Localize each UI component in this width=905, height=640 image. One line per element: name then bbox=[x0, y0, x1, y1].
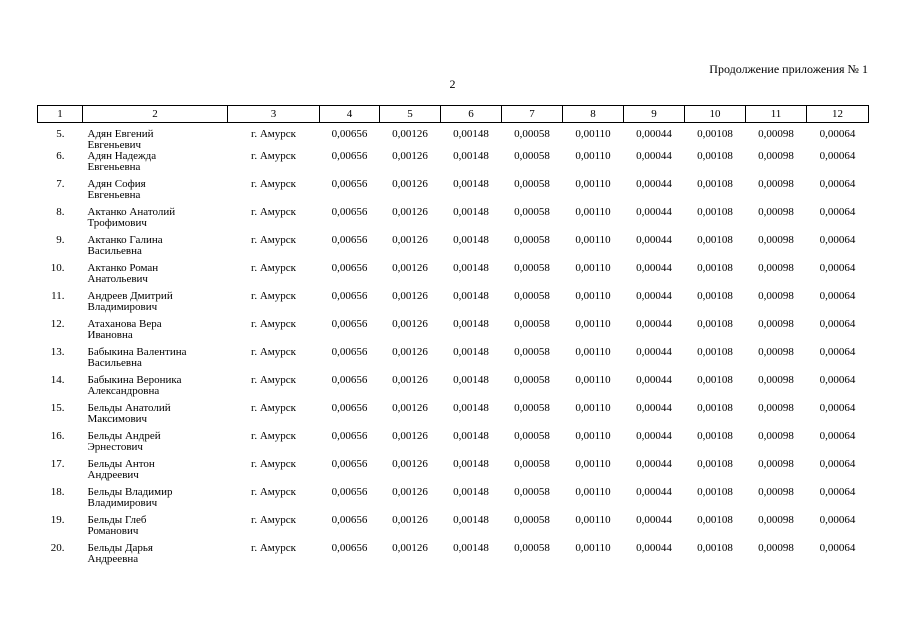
value-cell: 0,00148 bbox=[453, 486, 489, 498]
value-cell: 0,00058 bbox=[514, 290, 550, 302]
value-cell: 0,00044 bbox=[636, 128, 672, 140]
value-cell: 0,00110 bbox=[575, 234, 611, 246]
value-cell: 0,00098 bbox=[758, 374, 794, 386]
value-cell: 0,00656 bbox=[331, 318, 368, 330]
value-cell: 0,00148 bbox=[453, 458, 489, 470]
person-name-line: Бельды Глеб bbox=[87, 514, 147, 526]
value-cell: 0,00126 bbox=[392, 262, 428, 274]
value-cell: 0,00148 bbox=[453, 402, 489, 414]
table-row bbox=[38, 459, 869, 487]
person-name-cell bbox=[83, 347, 228, 375]
city-cell: г. Амурск bbox=[251, 262, 296, 274]
value-cell: 0,00108 bbox=[697, 486, 733, 498]
value-cell: 0,00044 bbox=[636, 150, 672, 162]
value-cell: 0,00108 bbox=[697, 346, 733, 358]
value-cell: 0,00098 bbox=[758, 318, 794, 330]
column-header: 2 bbox=[83, 106, 228, 123]
value-cell: 0,00656 bbox=[331, 430, 368, 442]
person-name-line: Андреев Дмитрий bbox=[87, 290, 173, 302]
column-header: 5 bbox=[380, 106, 441, 123]
value-cell: 0,00044 bbox=[636, 458, 672, 470]
value-cell: 0,00110 bbox=[575, 458, 611, 470]
person-name-cell bbox=[83, 235, 228, 263]
city-cell: г. Амурск bbox=[251, 514, 296, 526]
city-cell: г. Амурск bbox=[251, 374, 296, 386]
person-patronymic-line: Андреевна bbox=[87, 553, 139, 565]
city-cell: г. Амурск bbox=[251, 150, 296, 162]
person-name-line: Бельды Дарья bbox=[87, 542, 153, 554]
value-cell: 0,00126 bbox=[392, 234, 428, 246]
value-cell: 0,00148 bbox=[453, 346, 489, 358]
value-cell: 0,00110 bbox=[575, 374, 611, 386]
table-row bbox=[38, 375, 869, 403]
value-cell: 0,00126 bbox=[392, 514, 428, 526]
value-cell: 0,00108 bbox=[697, 206, 733, 218]
value-cell: 0,00148 bbox=[453, 178, 489, 190]
column-number-row bbox=[38, 106, 869, 123]
person-name-line: Атаханова Вера bbox=[87, 318, 162, 330]
row-number: 8. bbox=[56, 206, 65, 218]
value-cell: 0,00108 bbox=[697, 458, 733, 470]
value-cell: 0,00656 bbox=[331, 486, 368, 498]
person-name-cell bbox=[83, 403, 228, 431]
person-name-line: Бабыкина Вероника bbox=[87, 374, 182, 386]
row-number: 20. bbox=[50, 542, 65, 554]
value-cell: 0,00098 bbox=[758, 234, 794, 246]
value-cell: 0,00064 bbox=[819, 402, 856, 414]
city-cell: г. Амурск bbox=[251, 346, 296, 358]
value-cell: 0,00058 bbox=[514, 178, 550, 190]
value-cell: 0,00044 bbox=[636, 486, 672, 498]
column-header: 10 bbox=[685, 106, 746, 123]
person-patronymic-line: Александровна bbox=[87, 385, 160, 397]
page-number: 2 bbox=[449, 77, 456, 91]
column-header: 1 bbox=[38, 106, 83, 123]
value-cell: 0,00126 bbox=[392, 542, 428, 554]
value-cell: 0,00656 bbox=[331, 402, 368, 414]
value-cell: 0,00108 bbox=[697, 290, 733, 302]
value-cell: 0,00108 bbox=[697, 318, 733, 330]
table-row bbox=[38, 207, 869, 235]
value-cell: 0,00148 bbox=[453, 206, 489, 218]
person-name-cell bbox=[83, 123, 228, 152]
value-cell: 0,00064 bbox=[819, 262, 856, 274]
value-cell: 0,00126 bbox=[392, 402, 428, 414]
value-cell: 0,00058 bbox=[514, 486, 550, 498]
value-cell: 0,00656 bbox=[331, 206, 368, 218]
value-cell: 0,00126 bbox=[392, 374, 428, 386]
row-number: 6. bbox=[56, 150, 65, 162]
table-row bbox=[38, 543, 869, 571]
value-cell: 0,00058 bbox=[514, 346, 550, 358]
person-name-line: Адян София bbox=[87, 178, 146, 190]
value-cell: 0,00126 bbox=[392, 458, 428, 470]
value-cell: 0,00058 bbox=[514, 150, 550, 162]
appendix-note: Продолжение приложения № 1 bbox=[709, 62, 868, 76]
value-cell: 0,00058 bbox=[514, 430, 550, 442]
value-cell: 0,00656 bbox=[331, 542, 368, 554]
value-cell: 0,00044 bbox=[636, 178, 672, 190]
row-number: 10. bbox=[50, 262, 65, 274]
value-cell: 0,00098 bbox=[758, 514, 794, 526]
city-cell: г. Амурск bbox=[251, 206, 296, 218]
value-cell: 0,00656 bbox=[331, 262, 368, 274]
value-cell: 0,00108 bbox=[697, 178, 733, 190]
value-cell: 0,00064 bbox=[819, 128, 856, 140]
value-cell: 0,00044 bbox=[636, 346, 672, 358]
row-number: 15. bbox=[50, 402, 65, 414]
value-cell: 0,00044 bbox=[636, 374, 672, 386]
value-cell: 0,00064 bbox=[819, 374, 856, 386]
value-cell: 0,00656 bbox=[331, 290, 368, 302]
person-name-line: Адян Надежда bbox=[87, 150, 157, 162]
value-cell: 0,00108 bbox=[697, 542, 733, 554]
table-header bbox=[38, 106, 869, 123]
value-cell: 0,00044 bbox=[636, 430, 672, 442]
person-patronymic-line: Трофимович bbox=[87, 217, 147, 229]
person-name-cell bbox=[83, 319, 228, 347]
person-patronymic-line: Андреевич bbox=[87, 469, 139, 481]
value-cell: 0,00148 bbox=[453, 290, 489, 302]
value-cell: 0,00110 bbox=[575, 514, 611, 526]
person-name-cell bbox=[83, 515, 228, 543]
value-cell: 0,00148 bbox=[453, 514, 489, 526]
value-cell: 0,00064 bbox=[819, 458, 856, 470]
value-cell: 0,00656 bbox=[331, 178, 368, 190]
table-row bbox=[38, 403, 869, 431]
value-cell: 0,00058 bbox=[514, 318, 550, 330]
person-name-cell bbox=[83, 207, 228, 235]
data-table bbox=[37, 105, 869, 571]
value-cell: 0,00098 bbox=[758, 262, 794, 274]
value-cell: 0,00126 bbox=[392, 206, 428, 218]
person-name-line: Бельды Владимир bbox=[87, 486, 173, 498]
value-cell: 0,00108 bbox=[697, 374, 733, 386]
value-cell: 0,00098 bbox=[758, 402, 794, 414]
value-cell: 0,00110 bbox=[575, 150, 611, 162]
value-cell: 0,00148 bbox=[453, 542, 489, 554]
value-cell: 0,00058 bbox=[514, 514, 550, 526]
value-cell: 0,00110 bbox=[575, 318, 611, 330]
value-cell: 0,00098 bbox=[758, 128, 794, 140]
person-patronymic-line: Анатольевич bbox=[87, 273, 148, 285]
value-cell: 0,00058 bbox=[514, 234, 550, 246]
person-patronymic-line: Владимирович bbox=[87, 497, 158, 509]
value-cell: 0,00058 bbox=[514, 402, 550, 414]
column-header: 9 bbox=[624, 106, 685, 123]
value-cell: 0,00064 bbox=[819, 346, 856, 358]
row-number: 5. bbox=[56, 128, 65, 140]
value-cell: 0,00148 bbox=[453, 430, 489, 442]
value-cell: 0,00044 bbox=[636, 318, 672, 330]
table-row bbox=[38, 263, 869, 291]
value-cell: 0,00126 bbox=[392, 150, 428, 162]
column-header: 11 bbox=[746, 106, 807, 123]
person-name-cell bbox=[83, 431, 228, 459]
city-cell: г. Амурск bbox=[251, 128, 296, 140]
value-cell: 0,00064 bbox=[819, 430, 856, 442]
column-header: 6 bbox=[441, 106, 502, 123]
person-patronymic-line: Ивановна bbox=[87, 329, 133, 341]
person-name-line: Актанко Роман bbox=[87, 262, 159, 274]
value-cell: 0,00058 bbox=[514, 542, 550, 554]
value-cell: 0,00098 bbox=[758, 346, 794, 358]
value-cell: 0,00098 bbox=[758, 458, 794, 470]
table-row bbox=[38, 151, 869, 179]
person-name-cell bbox=[83, 179, 228, 207]
city-cell: г. Амурск bbox=[251, 402, 296, 414]
value-cell: 0,00110 bbox=[575, 542, 611, 554]
table-row bbox=[38, 319, 869, 347]
value-cell: 0,00108 bbox=[697, 514, 733, 526]
value-cell: 0,00148 bbox=[453, 262, 489, 274]
value-cell: 0,00110 bbox=[575, 402, 611, 414]
value-cell: 0,00656 bbox=[331, 514, 368, 526]
person-name-cell bbox=[83, 151, 228, 179]
value-cell: 0,00126 bbox=[392, 128, 428, 140]
value-cell: 0,00044 bbox=[636, 402, 672, 414]
value-cell: 0,00110 bbox=[575, 486, 611, 498]
value-cell: 0,00064 bbox=[819, 150, 856, 162]
value-cell: 0,00110 bbox=[575, 290, 611, 302]
row-number: 13. bbox=[50, 346, 65, 358]
city-cell: г. Амурск bbox=[251, 486, 296, 498]
person-name-line: Бабыкина Валентина bbox=[87, 346, 187, 358]
value-cell: 0,00044 bbox=[636, 234, 672, 246]
person-patronymic-line: Васильевна bbox=[87, 245, 142, 257]
value-cell: 0,00098 bbox=[758, 150, 794, 162]
value-cell: 0,00064 bbox=[819, 206, 856, 218]
person-name-cell bbox=[83, 263, 228, 291]
person-name-cell bbox=[83, 459, 228, 487]
value-cell: 0,00126 bbox=[392, 290, 428, 302]
person-name-line: Актанко Галина bbox=[87, 234, 163, 246]
person-name-cell bbox=[83, 375, 228, 403]
value-cell: 0,00110 bbox=[575, 430, 611, 442]
person-patronymic-line: Романович bbox=[87, 525, 139, 537]
value-cell: 0,00098 bbox=[758, 486, 794, 498]
person-patronymic-line: Владимирович bbox=[87, 301, 158, 313]
row-number: 14. bbox=[50, 374, 65, 386]
value-cell: 0,00044 bbox=[636, 290, 672, 302]
value-cell: 0,00656 bbox=[331, 346, 368, 358]
person-name-line: Бельды Андрей bbox=[87, 430, 161, 442]
person-name-cell bbox=[83, 543, 228, 571]
person-patronymic-line: Евгеньевич bbox=[87, 139, 142, 151]
table-row bbox=[38, 347, 869, 375]
row-number: 11. bbox=[51, 290, 65, 302]
value-cell: 0,00108 bbox=[697, 262, 733, 274]
value-cell: 0,00064 bbox=[819, 542, 856, 554]
city-cell: г. Амурск bbox=[251, 234, 296, 246]
person-name-line: Бельды Анатолий bbox=[87, 402, 171, 414]
value-cell: 0,00064 bbox=[819, 486, 856, 498]
table-row bbox=[38, 291, 869, 319]
value-cell: 0,00058 bbox=[514, 458, 550, 470]
value-cell: 0,00064 bbox=[819, 178, 856, 190]
city-cell: г. Амурск bbox=[251, 430, 296, 442]
person-name-cell bbox=[83, 291, 228, 319]
row-number: 7. bbox=[56, 178, 65, 190]
person-name-cell bbox=[83, 487, 228, 515]
value-cell: 0,00656 bbox=[331, 374, 368, 386]
value-cell: 0,00064 bbox=[819, 234, 856, 246]
city-cell: г. Амурск bbox=[251, 178, 296, 190]
table-row bbox=[38, 235, 869, 263]
value-cell: 0,00148 bbox=[453, 234, 489, 246]
value-cell: 0,00656 bbox=[331, 458, 368, 470]
value-cell: 0,00656 bbox=[331, 128, 368, 140]
row-number: 18. bbox=[50, 486, 65, 498]
column-header: 4 bbox=[320, 106, 380, 123]
value-cell: 0,00126 bbox=[392, 318, 428, 330]
value-cell: 0,00044 bbox=[636, 542, 672, 554]
table-row bbox=[38, 487, 869, 515]
value-cell: 0,00110 bbox=[575, 178, 611, 190]
column-header: 8 bbox=[563, 106, 624, 123]
value-cell: 0,00044 bbox=[636, 206, 672, 218]
value-cell: 0,00108 bbox=[697, 402, 733, 414]
value-cell: 0,00108 bbox=[697, 128, 733, 140]
value-cell: 0,00058 bbox=[514, 206, 550, 218]
value-cell: 0,00656 bbox=[331, 234, 368, 246]
value-cell: 0,00126 bbox=[392, 178, 428, 190]
value-cell: 0,00148 bbox=[453, 128, 489, 140]
value-cell: 0,00108 bbox=[697, 234, 733, 246]
value-cell: 0,00148 bbox=[453, 150, 489, 162]
person-name-line: Адян Евгений bbox=[87, 128, 154, 140]
table-row bbox=[38, 431, 869, 459]
table-row bbox=[38, 515, 869, 543]
person-patronymic-line: Евгеньевна bbox=[87, 189, 141, 201]
person-patronymic-line: Евгеньевна bbox=[87, 161, 141, 173]
value-cell: 0,00044 bbox=[636, 514, 672, 526]
row-number: 9. bbox=[56, 234, 65, 246]
value-cell: 0,00098 bbox=[758, 206, 794, 218]
value-cell: 0,00110 bbox=[575, 206, 611, 218]
city-cell: г. Амурск bbox=[251, 318, 296, 330]
value-cell: 0,00058 bbox=[514, 262, 550, 274]
value-cell: 0,00058 bbox=[514, 374, 550, 386]
value-cell: 0,00656 bbox=[331, 150, 368, 162]
value-cell: 0,00098 bbox=[758, 542, 794, 554]
value-cell: 0,00108 bbox=[697, 150, 733, 162]
value-cell: 0,00126 bbox=[392, 486, 428, 498]
row-number: 16. bbox=[50, 430, 65, 442]
column-header: 3 bbox=[228, 106, 320, 123]
value-cell: 0,00098 bbox=[758, 290, 794, 302]
value-cell: 0,00148 bbox=[453, 374, 489, 386]
value-cell: 0,00064 bbox=[819, 318, 856, 330]
person-patronymic-line: Васильевна bbox=[87, 357, 142, 369]
value-cell: 0,00064 bbox=[819, 514, 856, 526]
table-row bbox=[38, 123, 869, 152]
column-header: 7 bbox=[502, 106, 563, 123]
value-cell: 0,00110 bbox=[575, 128, 611, 140]
row-number: 19. bbox=[50, 514, 65, 526]
city-cell: г. Амурск bbox=[251, 290, 296, 302]
value-cell: 0,00044 bbox=[636, 262, 672, 274]
person-name-line: Актанко Анатолий bbox=[87, 206, 176, 218]
city-cell: г. Амурск bbox=[251, 458, 296, 470]
value-cell: 0,00110 bbox=[575, 346, 611, 358]
value-cell: 0,00126 bbox=[392, 346, 428, 358]
table-row bbox=[38, 179, 869, 207]
city-cell: г. Амурск bbox=[251, 542, 296, 554]
row-number: 17. bbox=[50, 458, 65, 470]
person-patronymic-line: Эрнестович bbox=[87, 441, 143, 453]
value-cell: 0,00064 bbox=[819, 290, 856, 302]
value-cell: 0,00110 bbox=[575, 262, 611, 274]
person-patronymic-line: Максимович bbox=[87, 413, 148, 425]
value-cell: 0,00058 bbox=[514, 128, 550, 140]
person-name-line: Бельды Антон bbox=[87, 458, 155, 470]
value-cell: 0,00098 bbox=[758, 430, 794, 442]
value-cell: 0,00126 bbox=[392, 430, 428, 442]
value-cell: 0,00148 bbox=[453, 318, 489, 330]
row-number: 12. bbox=[50, 318, 65, 330]
column-header: 12 bbox=[807, 106, 869, 123]
value-cell: 0,00108 bbox=[697, 430, 733, 442]
table-body bbox=[38, 123, 869, 572]
value-cell: 0,00098 bbox=[758, 178, 794, 190]
